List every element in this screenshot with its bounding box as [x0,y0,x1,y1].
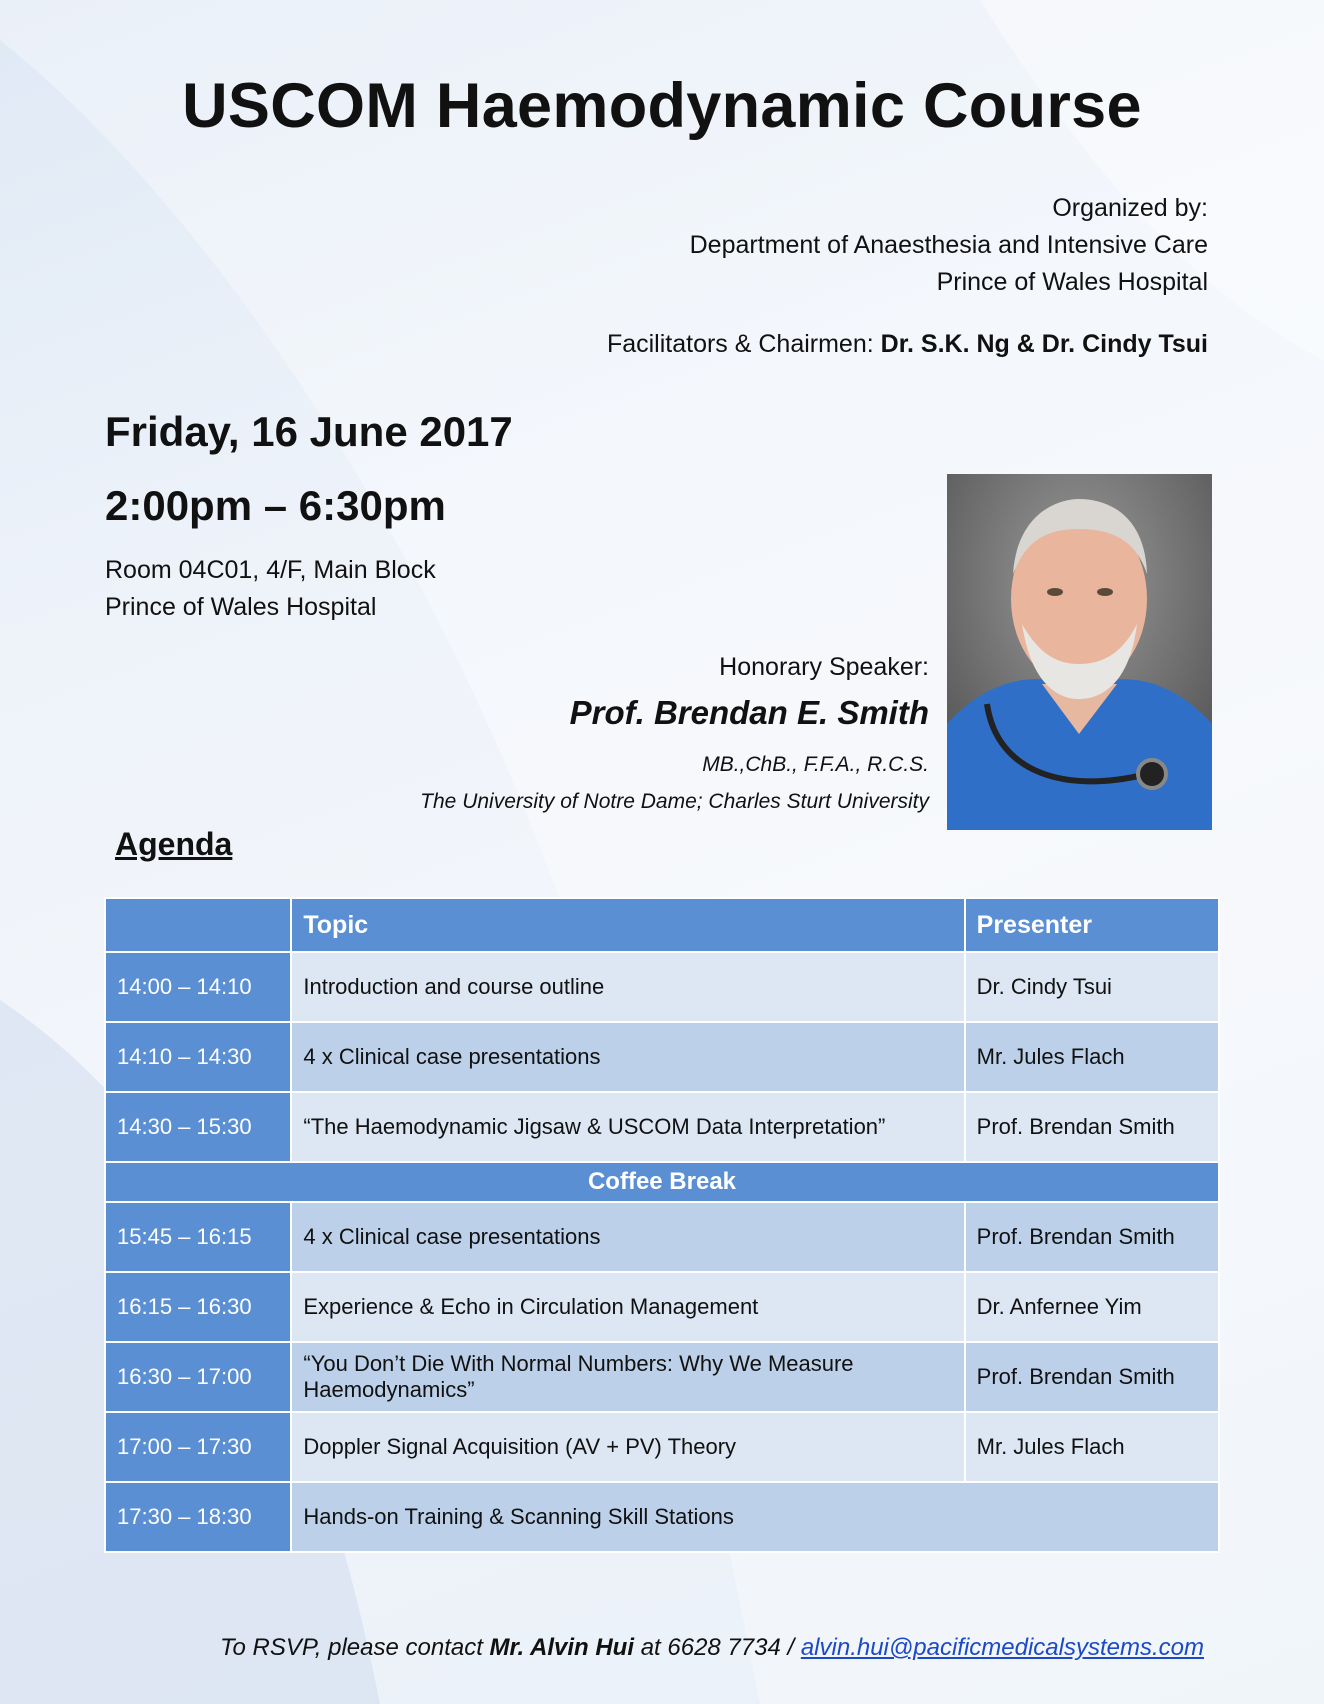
table-row [105,1092,1219,1162]
table-row [105,1412,1219,1482]
coffee-break-row [105,1162,1219,1202]
rsvp-line [220,1634,1204,1662]
organizer-block [690,190,1208,301]
row-time: 14:30 – 15:30 [105,1092,291,1162]
row-topic: “The Haemodynamic Jigsaw & USCOM Data Interpretation” [291,1092,964,1162]
rsvp-contact: Mr. Alvin Hui [489,1634,635,1661]
row-topic: Experience & Echo in Circulation Management [291,1272,964,1342]
header-presenter: Presenter [965,898,1219,952]
row-time: 14:10 – 14:30 [105,1022,291,1092]
organizer-label: Organized by: [1052,194,1208,222]
facilitators-label: Facilitators & Chairmen: [606,330,874,358]
row-time: 16:15 – 16:30 [105,1272,291,1342]
speaker-credentials: MB.,ChB., F.F.A., R.C.S. [702,753,929,776]
row-presenter: Dr. Cindy Tsui [965,952,1219,1022]
event-date: Friday, 16 June 2017 [105,408,513,455]
event-hospital: Prince of Wales Hospital [105,593,377,621]
rsvp-phone: at 6628 7734 / [640,1634,795,1661]
header-time [105,898,291,952]
agenda-header-row [105,898,1219,952]
rsvp-prefix: To RSVP, please contact [220,1634,483,1661]
coffee-break-label: Coffee Break [105,1162,1219,1202]
agenda-table [104,897,1220,1553]
row-presenter: Prof. Brendan Smith [965,1202,1219,1272]
table-row [105,1272,1219,1342]
agenda-heading: Agenda [115,826,233,862]
organizer-hospital: Prince of Wales Hospital [936,268,1208,296]
speaker-photo [947,474,1212,830]
rsvp-email-link[interactable]: alvin.hui@pacificmedicalsystems.com [800,1634,1204,1661]
honorary-speaker [420,653,929,820]
speaker-label: Honorary Speaker: [719,653,929,681]
row-topic: 4 x Clinical case presentations [291,1202,964,1272]
row-topic: Hands-on Training & Scanning Skill Stations [291,1482,1219,1552]
table-row [105,952,1219,1022]
table-row [105,1022,1219,1092]
table-row [105,1202,1219,1272]
table-row [105,1342,1219,1412]
row-presenter: Prof. Brendan Smith [965,1342,1219,1412]
event-location [105,552,436,626]
row-time: 15:45 – 16:15 [105,1202,291,1272]
speaker-affiliation: The University of Notre Dame; Charles Sturt University [420,790,929,813]
page-title: USCOM Haemodynamic Course [182,71,1142,141]
event-room: Room 04C01, 4/F, Main Block [105,556,436,584]
row-time: 17:00 – 17:30 [105,1412,291,1482]
row-time: 14:00 – 14:10 [105,952,291,1022]
row-presenter: Dr. Anfernee Yim [965,1272,1219,1342]
facilitators-line [607,330,1208,359]
row-presenter: Prof. Brendan Smith [965,1092,1219,1162]
row-time: 17:30 – 18:30 [105,1482,291,1552]
table-row [105,1482,1219,1552]
event-time: 2:00pm – 6:30pm [105,482,446,529]
speaker-name: Prof. Brendan E. Smith [569,694,929,731]
row-topic: Doppler Signal Acquisition (AV + PV) Theory [291,1412,964,1482]
facilitators-names: Dr. S.K. Ng & Dr. Cindy Tsui [880,330,1208,358]
row-presenter: Mr. Jules Flach [965,1412,1219,1482]
row-presenter: Mr. Jules Flach [965,1022,1219,1092]
row-time: 16:30 – 17:00 [105,1342,291,1412]
row-topic: 4 x Clinical case presentations [291,1022,964,1092]
row-topic: “You Don’t Die With Normal Numbers: Why We Measure Haemodynamics” [291,1342,964,1412]
header-topic: Topic [291,898,964,952]
row-topic: Introduction and course outline [291,952,964,1022]
organizer-department: Department of Anaesthesia and Intensive Care [689,231,1208,259]
